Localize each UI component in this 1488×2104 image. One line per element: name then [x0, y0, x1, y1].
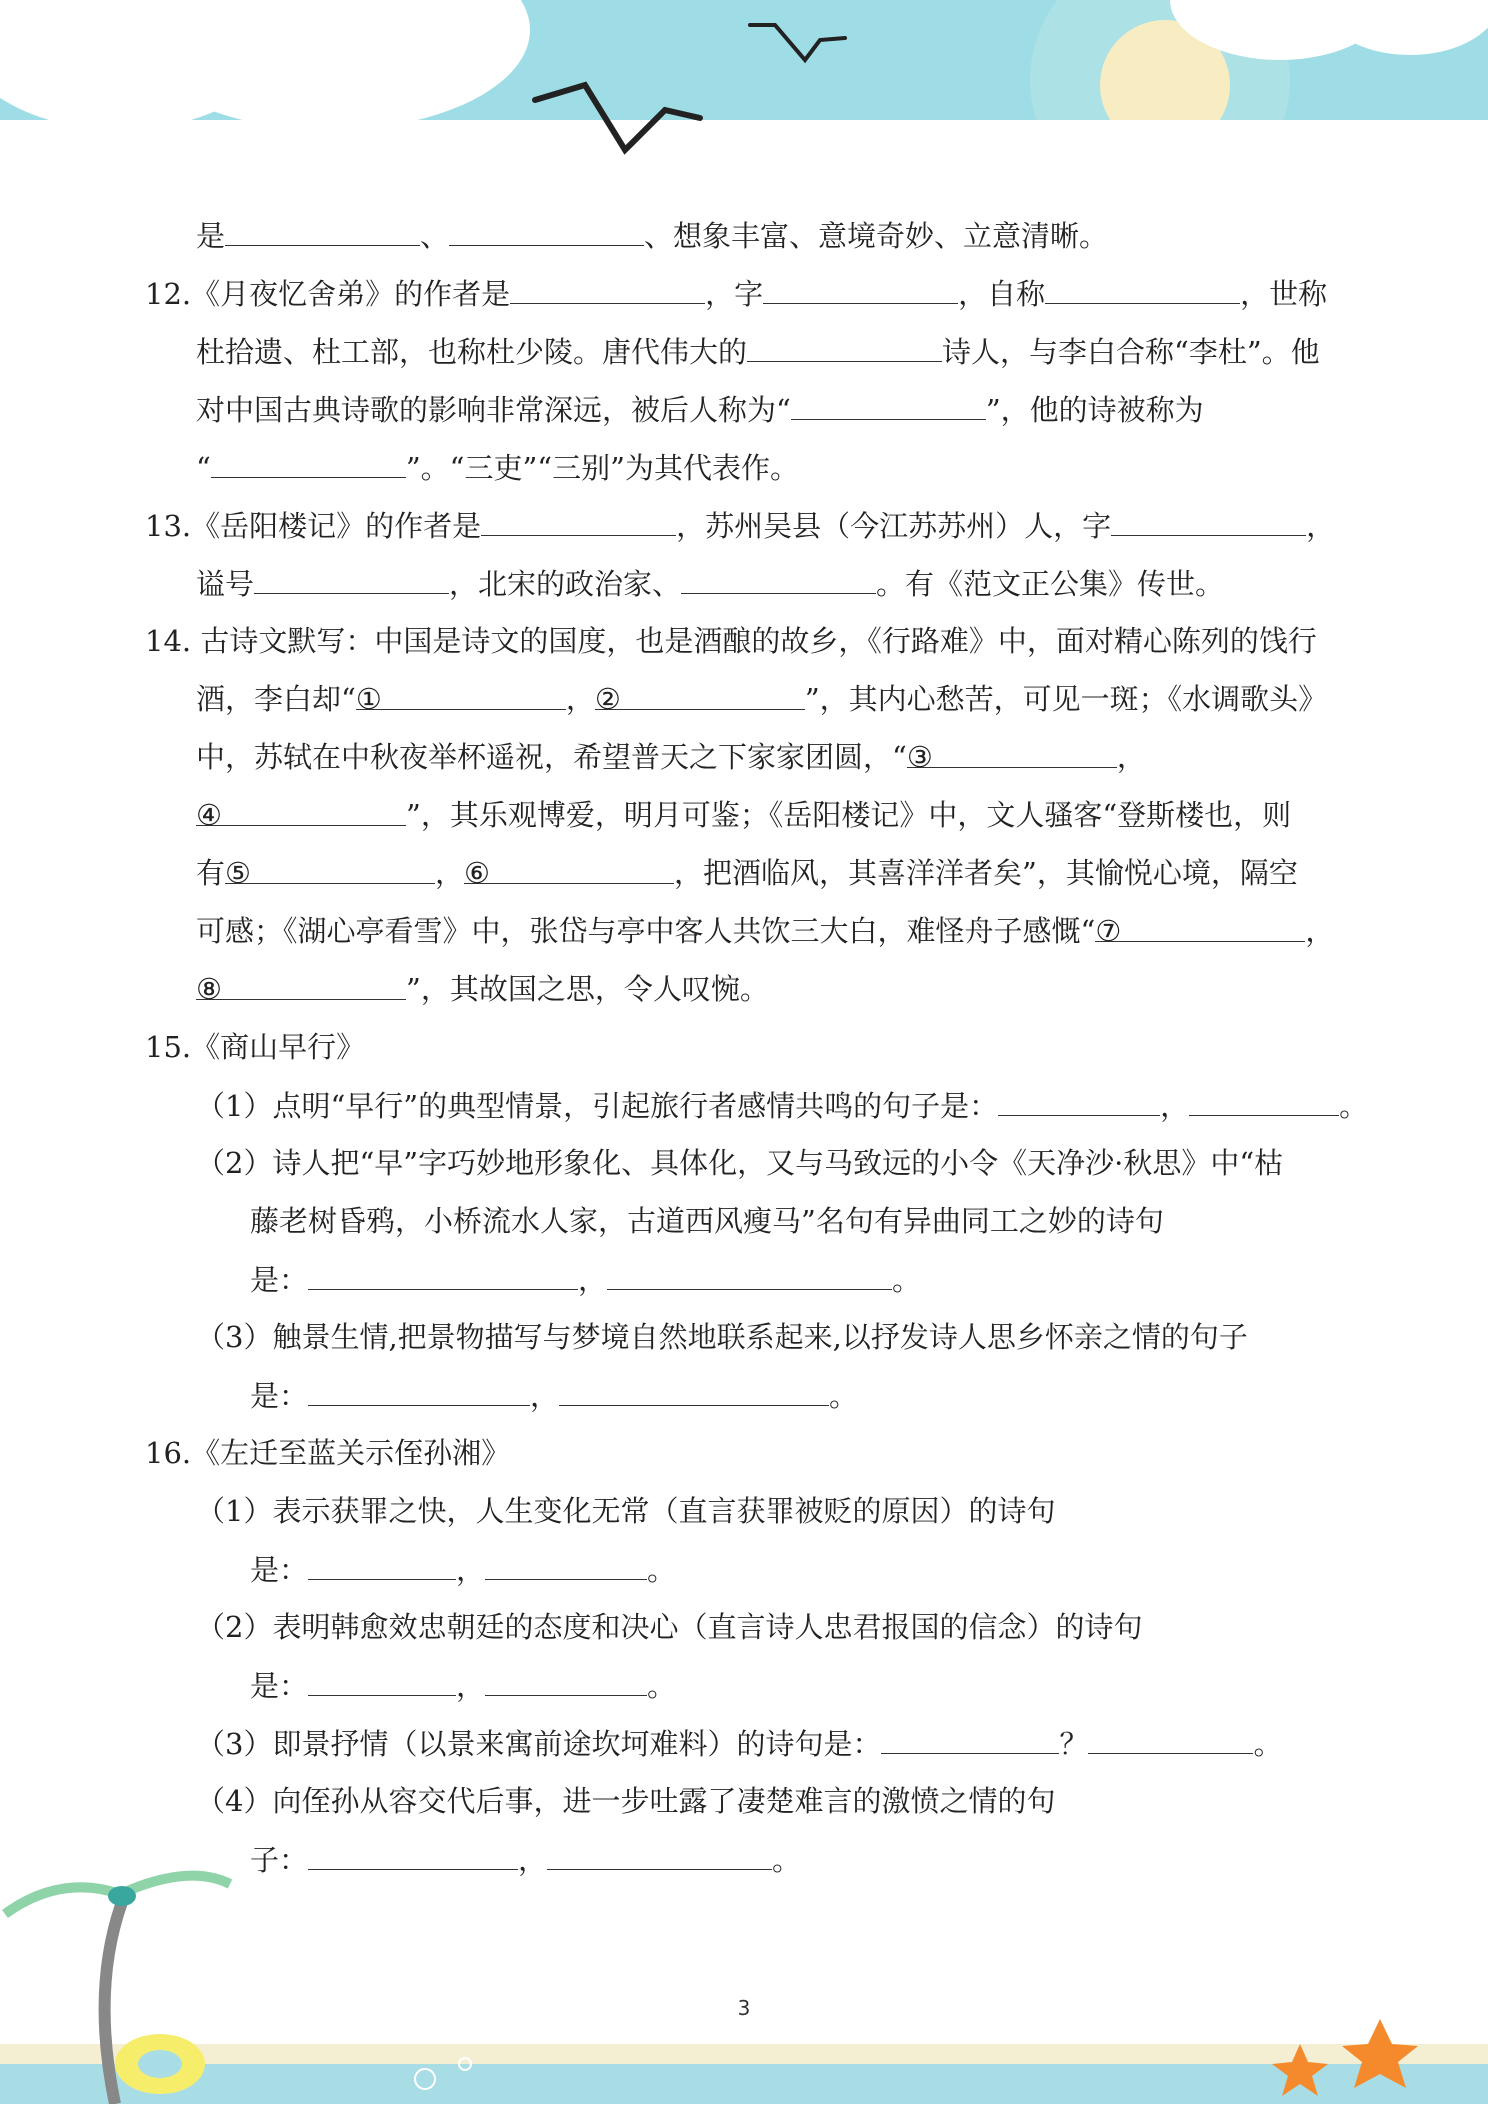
q12-line4: [196, 447, 799, 487]
answer-blank[interactable]: [791, 389, 986, 420]
answer-blank[interactable]: [308, 1839, 518, 1870]
circled-number: ②: [594, 682, 621, 716]
text: 有: [196, 856, 226, 890]
answer-blank[interactable]: [1045, 273, 1240, 304]
q12-line3: [196, 389, 1204, 429]
text: ”。“三吏”“三别”为其代表作。: [405, 451, 799, 485]
answer-blank-8[interactable]: [196, 969, 406, 1006]
q12-line1: [145, 273, 1327, 313]
text: ，: [518, 1843, 548, 1877]
q15-2-line2: [250, 1201, 1164, 1241]
text: 。: [1253, 1727, 1283, 1761]
answer-blank[interactable]: [211, 447, 406, 478]
text: （3）触景生情,把景物描写与梦境自然地联系起来,以抒发诗人思乡怀亲之情的句子: [196, 1320, 1248, 1354]
q14-line5: [196, 853, 1298, 893]
text: 是：: [250, 1553, 309, 1587]
circled-number: ⑦: [1095, 914, 1122, 948]
text: 诗人，与李白合称“李杜”。他: [942, 335, 1320, 369]
text: ，世称: [1240, 277, 1328, 311]
text: ，: [565, 682, 595, 716]
top-sky-decoration: [0, 0, 1488, 175]
answer-blank-3[interactable]: [906, 737, 1117, 774]
text: ”，其乐观博爱，明月可鉴；《岳阳楼记》中，文人骚客“登斯楼也，则: [406, 798, 1292, 832]
q16-4-line2: [250, 1839, 801, 1879]
q15-2-line1: [196, 1143, 1283, 1183]
text: ，苏州吴县（今江苏苏州）人，字: [676, 509, 1112, 543]
q15-title: [145, 1027, 365, 1067]
text: （1）表示获罪之快，人生变化无常（直言获罪被贬的原因）的诗句: [196, 1494, 1056, 1528]
circled-number: ③: [906, 740, 933, 774]
text: 子：: [250, 1843, 309, 1877]
text: 中，苏轼在中秋夜举杯遥祝，希望普天之下家家团圆，“: [196, 740, 907, 774]
text: ，北宋的政治家、: [449, 567, 682, 601]
text: （1）点明“早行”的典型情景，引起旅行者感情共鸣的句子是：: [196, 1089, 999, 1123]
text: 、: [420, 219, 450, 253]
answer-blank[interactable]: [1189, 1085, 1339, 1116]
q14-line2: [196, 679, 1327, 719]
q15-1: [196, 1085, 1368, 1125]
answer-blank-4[interactable]: [196, 795, 406, 832]
text: ，: [456, 1553, 486, 1587]
answer-blank[interactable]: [308, 1375, 530, 1406]
answer-blank-1[interactable]: [355, 679, 566, 716]
text: 。: [829, 1379, 859, 1413]
text: ？: [1059, 1727, 1089, 1761]
q13-line1: [145, 505, 1335, 545]
answer-blank[interactable]: [254, 563, 449, 594]
answer-blank-7[interactable]: [1095, 911, 1305, 948]
text: 可感；《湖心亭看雪》中，张岱与亭中客人共饮三大白，难怪舟子感慨“: [196, 914, 1096, 948]
q16-2-line1: [196, 1607, 1142, 1647]
text: ，字: [705, 277, 764, 311]
answer-blank[interactable]: [1088, 1723, 1253, 1754]
text: （3）即景抒情（以景来寓前途坎坷难料）的诗句是：: [196, 1727, 882, 1761]
q12-line2: [196, 331, 1320, 371]
text: 。: [772, 1843, 802, 1877]
text: 14. 古诗文默写：中国是诗文的国度，也是酒酿的故乡，《行路难》中，面对精心陈列的饯行: [145, 624, 1317, 658]
circled-number: ⑧: [196, 972, 222, 1006]
q14-line7: [196, 969, 769, 1009]
text: 13.《岳阳楼记》的作者是: [145, 509, 482, 543]
text: ，: [1305, 914, 1335, 948]
q16-1-line2: [250, 1549, 676, 1589]
q14-line4: [196, 795, 1291, 835]
circled-number: ⑤: [225, 856, 252, 890]
text: ”，其内心愁苦，可见一斑；《水调歌头》: [804, 682, 1328, 716]
q16-2-line2: [250, 1665, 676, 1705]
circled-number: ④: [196, 798, 222, 832]
text: ，自称: [958, 277, 1046, 311]
answer-blank[interactable]: [559, 1375, 829, 1406]
text: 。: [647, 1553, 677, 1587]
text: “: [196, 451, 211, 485]
text: ，: [530, 1379, 560, 1413]
q15-3-line2: [250, 1375, 858, 1415]
answer-blank[interactable]: [1111, 505, 1306, 536]
answer-blank[interactable]: [485, 1549, 647, 1580]
text: ，把酒临风，其喜洋洋者矣”，其愉悦心境，隔空: [674, 856, 1298, 890]
text: 。有《范文正公集》传世。: [876, 567, 1225, 601]
text: 谥号: [196, 567, 255, 601]
answer-blank[interactable]: [510, 273, 705, 304]
text: （2）表明韩愈效忠朝廷的态度和决心（直言诗人忠君报国的信念）的诗句: [196, 1610, 1143, 1644]
text: 15.《商山早行》: [145, 1030, 366, 1064]
text: ”，其故国之思，令人叹惋。: [406, 972, 769, 1006]
text: 是：: [250, 1379, 309, 1413]
q14-line1: [145, 621, 1317, 661]
text: ，: [1160, 1089, 1190, 1123]
answer-blank[interactable]: [308, 1549, 456, 1580]
page-number: 3: [737, 1996, 751, 2020]
text: 对中国古典诗歌的影响非常深远，被后人称为“: [196, 393, 791, 427]
text: 是：: [250, 1263, 309, 1297]
answer-blank[interactable]: [449, 215, 644, 246]
text: 藤老树昏鸦，小桥流水人家，古道西风瘦马”名句有异曲同工之妙的诗句: [250, 1204, 1164, 1238]
answer-blank-5[interactable]: [225, 853, 435, 890]
q16-3: [196, 1723, 1282, 1763]
q16-title: [145, 1433, 510, 1473]
answer-blank[interactable]: [485, 1665, 647, 1696]
life-ring-icon: [115, 2034, 205, 2094]
q16-4-line1: [196, 1781, 1055, 1821]
q14-line6: [196, 911, 1334, 951]
circled-number: ⑥: [464, 856, 491, 890]
answer-blank[interactable]: [681, 563, 876, 594]
text: （4）向侄孙从容交代后事，进一步吐露了凄楚难言的激愤之情的句: [196, 1784, 1056, 1818]
text: ”，他的诗被称为: [985, 393, 1204, 427]
q11-continuation: [196, 215, 1108, 255]
q14-line3: [196, 737, 1146, 777]
answer-blank[interactable]: [998, 1085, 1160, 1116]
text: 。: [1339, 1089, 1369, 1123]
text: 。: [647, 1669, 677, 1703]
text: 16.《左迁至蓝关示侄孙湘》: [145, 1436, 511, 1470]
answer-blank[interactable]: [225, 215, 420, 246]
answer-blank[interactable]: [481, 505, 676, 536]
q16-1-line1: [196, 1491, 1055, 1531]
text: 12.《月夜忆舍弟》的作者是: [145, 277, 511, 311]
answer-blank-6[interactable]: [464, 853, 674, 890]
text: 是：: [250, 1669, 309, 1703]
answer-blank[interactable]: [881, 1723, 1059, 1754]
answer-blank[interactable]: [747, 331, 942, 362]
text: 杜拾遗、杜工部，也称杜少陵。唐代伟大的: [196, 335, 748, 369]
text: （2）诗人把“早”字巧妙地形象化、具体化，又与马致远的小令《天净沙·秋思》中“枯: [196, 1146, 1284, 1180]
q13-line2: [196, 563, 1224, 603]
answer-blank-2[interactable]: [594, 679, 805, 716]
text: ，: [578, 1263, 608, 1297]
answer-blank[interactable]: [763, 273, 958, 304]
q15-2-line3: [250, 1259, 921, 1299]
text: 是: [196, 219, 226, 253]
text: ，: [435, 856, 465, 890]
bottom-beach-decoration: [0, 1854, 1488, 2104]
text: ，: [1306, 509, 1336, 543]
q15-3-line1: [196, 1317, 1248, 1357]
text: ，: [1116, 740, 1146, 774]
answer-blank[interactable]: [547, 1839, 772, 1870]
text: ，: [456, 1669, 486, 1703]
circled-number: ①: [355, 682, 382, 716]
text: 、想象丰富、意境奇妙、立意清晰。: [644, 219, 1109, 253]
text: 酒，李白却“: [196, 682, 356, 716]
answer-blank[interactable]: [308, 1259, 578, 1290]
text: 。: [892, 1263, 922, 1297]
answer-blank[interactable]: [607, 1259, 892, 1290]
answer-blank[interactable]: [308, 1665, 456, 1696]
